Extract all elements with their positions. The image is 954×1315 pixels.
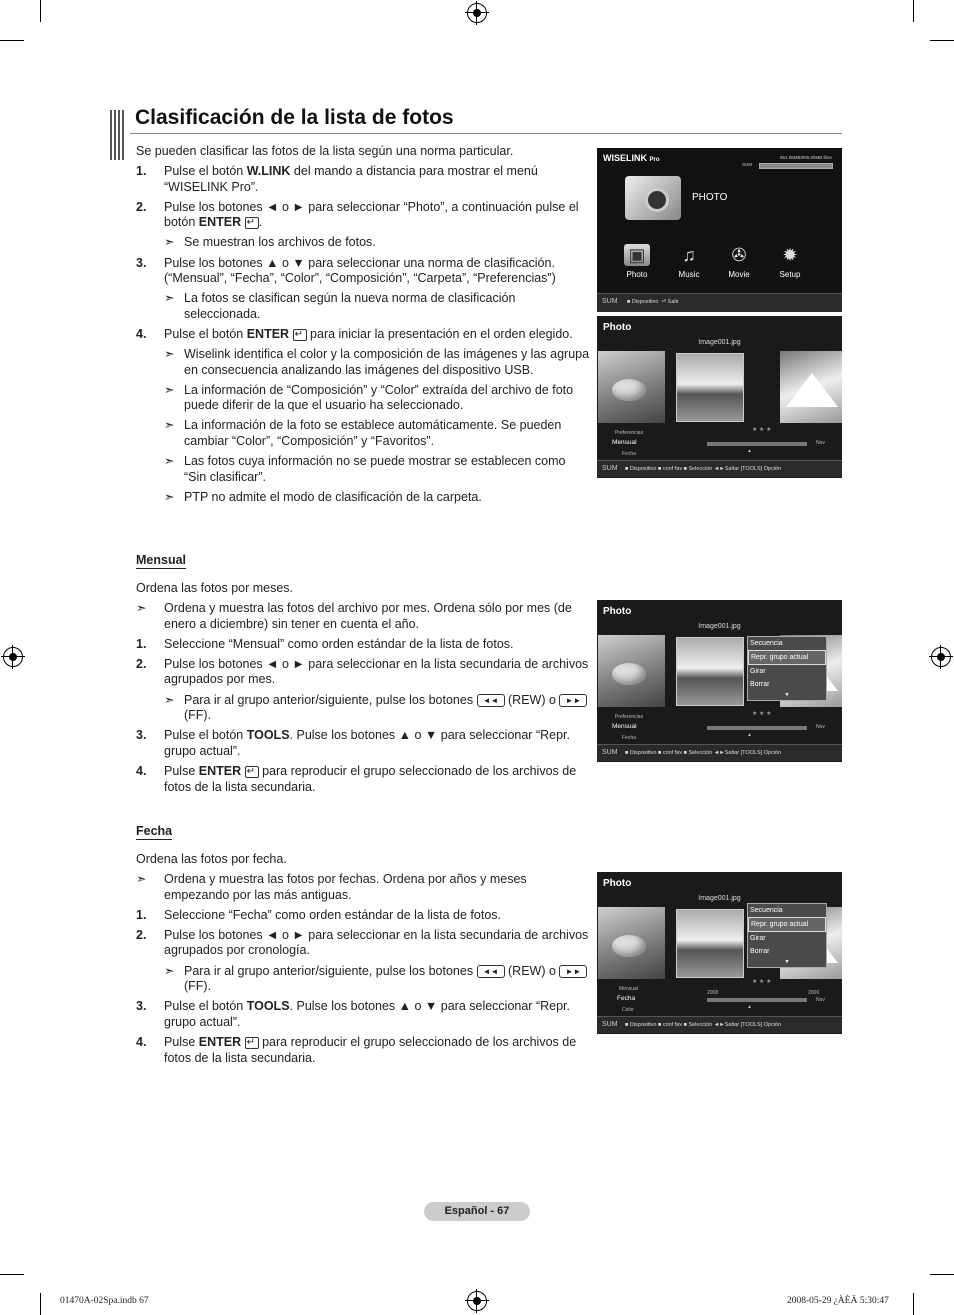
screen-footer: SUM ■ Dispositivo ■ conf fav ■ Selección ◄►Saltar [TOOLS] Opción <box>597 460 842 477</box>
step-2: 2. Pulse los botones ◄ o ► para seleccionar en la lista secundaria de archivos agrupados por mes. <box>136 656 589 687</box>
registration-mark-icon <box>467 3 487 23</box>
section-heading-fecha: Fecha <box>136 824 173 838</box>
crop-mark <box>40 1293 41 1315</box>
registration-mark-icon <box>3 647 23 667</box>
menu-item-selected[interactable]: Repr. grupo actual <box>748 650 826 665</box>
note: ➣ La información de “Composición” y “Color” extraída del archivo de foto puede diferir de la que el usuario ha seleccionado. <box>164 382 574 413</box>
mensual-instructions: Ordena las fotos por meses. ➣ Ordena y muestra las fotos del archivo por mes. Ordena sólo por mes (de enero a diciembre) sin tener en cuenta el año. 1. Seleccione “Mensual” como orden estándar de la lista de fotos. 2. Pulse los botones ◄ o ► para seleccionar en la lista secundaria de archivos agrupados por mes. ➣ Para ir al grupo anterior/siguiente, pulse los botones ◄◄ (REW) o ►► (FF). 3. Pulse el botón TOOLS. Pulse los botones ▲ o ▼ para seleccionar “Repr. grupo actual”. 4. Pulse ENTER ↵ para reproducir el grupo seleccionado de los archivos de fotos de la lista secundaria. <box>136 581 591 800</box>
memory-status: 851.98MB/995.00MB libre <box>779 155 832 160</box>
note: ➣ PTP no admite el modo de clasificación de la carpeta. <box>164 489 482 504</box>
sort-bar: Preferencias Mensual Fecha ★ ★ ★ Nov ▲ <box>612 711 825 741</box>
file-name: Image001.jpg <box>698 895 741 902</box>
menu-item[interactable]: Secuencia <box>750 907 783 914</box>
wiselink-brand: WISELINK Pro <box>603 153 660 163</box>
ff-icon: ►► <box>559 694 587 707</box>
crop-mark <box>40 0 41 22</box>
menu-item[interactable]: Girar <box>750 668 766 675</box>
menu-item[interactable]: Girar <box>750 935 766 942</box>
intro-text: Se pueden clasificar las fotos de la lista según una norma particular. <box>136 144 514 158</box>
tools-menu <box>747 636 827 701</box>
group-timeline[interactable] <box>707 442 807 446</box>
note: ➣ Para ir al grupo anterior/siguiente, pulse los botones ◄◄ (REW) o ►► (FF). <box>136 964 591 995</box>
photo-screen-fecha: Photo Image001.jpg Secuencia Repr. grupo actual Girar Borrar ▼ Mensual Fecha Color ★ ★ ★ 2008 2006 Nov ▲ SUM ■ Dispositivo ■ conf fav ■ Selección ◄►Saltar [TOOLS] Opción <box>597 872 842 1034</box>
title-decoration <box>110 110 126 160</box>
crop-mark <box>913 1293 914 1315</box>
note: ➣ Ordena y muestra las fotos por fechas. Ordena por años y meses empezando por las más antiguas. <box>136 872 527 902</box>
step-4: 4. Pulse ENTER ↵ para reproducir el grupo seleccionado de los archivos de fotos de la lista secundaria. <box>136 1035 591 1066</box>
photo-thumbnail[interactable] <box>598 351 665 423</box>
center-label: PHOTO <box>692 192 728 203</box>
menu-item[interactable]: Borrar <box>750 948 770 955</box>
menu-item[interactable]: Borrar <box>750 681 770 688</box>
note: ➣ Ordena y muestra las fotos del archivo por mes. Ordena sólo por mes (de enero a diciembre) sin tener en cuenta el año. <box>136 601 572 631</box>
fecha-instructions: Ordena las fotos por fecha. ➣ Ordena y muestra las fotos por fechas. Ordena por años y meses empezando por las más antiguas. 1. Seleccione “Fecha” como orden estándar de la lista de fotos. 2. Pulse los botones ◄ o ► para seleccionar en la lista secundaria de archivos agrupados por cronología. ➣ Para ir al grupo anterior/siguiente, pulse los botones ◄◄ (REW) o ►► (FF). 3. Pulse el botón TOOLS. Pulse los botones ▲ o ▼ para seleccionar “Repr. grupo actual”. 4. Pulse ENTER ↵ para reproducir el grupo seleccionado de los archivos de fotos de la lista secundaria. <box>136 852 591 1071</box>
crop-mark <box>913 0 914 22</box>
menu-item-photo[interactable]: ▣ Photo <box>617 244 657 279</box>
step-1: 1. Seleccione “Fecha” como orden estándar de la lista de fotos. <box>136 907 501 922</box>
note: ➣ La información de la foto se establece automáticamente. Se pueden cambiar “Color”, “Composición” y “Favoritos”. <box>164 418 562 448</box>
rew-icon: ◄◄ <box>477 694 505 707</box>
sort-selected[interactable]: Fecha <box>617 995 636 1002</box>
tools-menu <box>747 903 827 968</box>
rew-icon: ◄◄ <box>477 965 505 978</box>
photo-thumbnail-selected[interactable] <box>676 637 744 706</box>
enter-icon <box>245 1037 259 1049</box>
section-heading-mensual: Mensual <box>136 553 187 567</box>
title-rule <box>130 133 842 134</box>
sort-bar: Preferencias Mensual Fecha ★ ★ ★ Nov ▲ <box>612 427 825 457</box>
photo-thumbnail[interactable] <box>598 635 665 707</box>
menu-item[interactable]: Secuencia <box>750 640 783 647</box>
crop-mark <box>930 40 954 41</box>
photo-thumbnail[interactable] <box>780 351 842 423</box>
step-3: 3. Pulse los botones ▲ o ▼ para seleccionar una norma de clasificación. (“Mensual”, “Fecha”, “Color”, “Composición”, “Carpeta”, “Preferencias”) <box>136 255 556 286</box>
memory-bar <box>759 163 833 169</box>
photo-screen: Photo Image001.jpg Preferencias Mensual Fecha ★ ★ ★ Nov ▲ SUM ■ Dispositivo ■ conf fav ■ Selección ◄►Saltar [TOOLS] Opción <box>597 316 842 478</box>
photo-thumbnail-selected[interactable] <box>676 909 744 978</box>
sort-selected[interactable]: Mensual <box>612 439 637 446</box>
ff-icon: ►► <box>559 965 587 978</box>
step-2: 2. Pulse los botones ◄ o ► para seleccionar “Photo”, a continuación pulse el botón ENTER ↵ . <box>136 200 591 231</box>
enter-icon <box>293 329 307 341</box>
page-number-badge: Español - 67 <box>424 1202 530 1221</box>
menu-item-setup[interactable]: ✹ Setup <box>770 244 810 279</box>
photo-screen-mensual: Photo Image001.jpg Secuencia Repr. grupo actual Girar Borrar ▼ Preferencias Mensual Fecha ★ ★ ★ Nov ▲ SUM ■ Dispositivo ■ conf fav ■ Selección ◄►Saltar [TOOLS] Opción <box>597 600 842 762</box>
slug-left: 01470A-02Spa.indb 67 <box>60 1296 149 1306</box>
camera-icon <box>625 176 681 220</box>
crop-mark <box>0 40 24 41</box>
registration-mark-icon <box>931 647 951 667</box>
screen-footer: SUM ■ Dispositivo ■ conf fav ■ Selección ◄►Saltar [TOOLS] Opción <box>597 1016 842 1033</box>
enter-icon <box>245 766 259 778</box>
crop-mark <box>930 1274 954 1275</box>
enter-icon <box>245 217 259 229</box>
step-4: 4. Pulse ENTER ↵ para reproducir el grupo seleccionado de los archivos de fotos de la lista secundaria. <box>136 764 591 795</box>
menu-item-movie[interactable]: ✇ Movie <box>719 244 759 279</box>
setup-icon: ✹ <box>782 245 798 265</box>
slug-right: 2008-05-29 ¿ÀÈÄ 5:30:47 <box>787 1296 889 1306</box>
step-1: 1. Pulse el botón W.LINK del mando a distancia para mostrar el menú “WISELINK Pro”. <box>136 164 538 194</box>
file-name: Image001.jpg <box>698 339 741 346</box>
screen-footer: SUM ■ Dispositivo ■ conf fav ■ Selección ◄►Saltar [TOOLS] Opción <box>597 744 842 761</box>
music-icon: ♫ <box>682 245 696 265</box>
screen-footer: SUM ■ Dispositivo ⏎ Salir <box>597 293 842 312</box>
movie-icon: ✇ <box>731 245 747 265</box>
step-3: 3. Pulse el botón TOOLS. Pulse los botones ▲ o ▼ para seleccionar “Repr. grupo actual”. <box>136 999 570 1029</box>
registration-mark-icon <box>467 1291 487 1311</box>
photo-thumbnail[interactable] <box>598 907 665 979</box>
note: ➣ Las fotos cuya información no se puede mostrar se establecen como “Sin clasificar”. <box>164 454 566 484</box>
file-name: Image001.jpg <box>698 623 741 630</box>
menu-item-music[interactable]: ♫ Music <box>669 244 709 279</box>
note: ➣ La fotos se clasifican según la nueva norma de clasificación seleccionada. <box>164 291 516 321</box>
group-timeline[interactable] <box>707 998 807 1002</box>
chevron-down-icon[interactable]: ▼ <box>784 959 790 965</box>
chevron-down-icon[interactable]: ▼ <box>784 692 790 698</box>
crop-mark <box>0 1274 24 1275</box>
sort-selected[interactable]: Mensual <box>612 723 637 730</box>
menu-item-selected[interactable]: Repr. grupo actual <box>748 917 826 932</box>
step-1: 1. Seleccione “Mensual” como orden estándar de la lista de fotos. <box>136 636 514 651</box>
note: ➣ Wiselink identifica el color y la composición de las imágenes y las agrupa en consecuencia analizando las imágenes del dispositivo USB. <box>164 347 590 377</box>
photo-icon: ▣ <box>624 244 650 266</box>
note: ➣ Para ir al grupo anterior/siguiente, pulse los botones ◄◄ (REW) o ►► (FF). <box>136 693 591 724</box>
sort-bar: Mensual Fecha Color ★ ★ ★ 2008 2006 Nov ▲ <box>617 979 825 1013</box>
photo-thumbnail-selected[interactable] <box>676 353 744 422</box>
step-4: 4. Pulse el botón ENTER ↵ para iniciar la presentación en el orden elegido. <box>136 327 591 343</box>
page-title: Clasificación de la lista de fotos <box>135 106 454 129</box>
note: ➣ Se muestran los archivos de fotos. <box>164 235 376 250</box>
group-timeline[interactable] <box>707 726 807 730</box>
wiselink-screen: WISELINK Pro 851.98MB/995.00MB libre SUM PHOTO ▣ Photo ♫ Music ✇ Movie ✹ Setup SUM ■ Dispositivo ⏎ Salir <box>597 148 842 312</box>
step-2: 2. Pulse los botones ◄ o ► para seleccionar en la lista secundaria de archivos agrupados por cronología. <box>136 927 589 958</box>
main-instructions <box>136 144 591 510</box>
step-3: 3. Pulse el botón TOOLS. Pulse los botones ▲ o ▼ para seleccionar “Repr. grupo actual”. <box>136 728 570 758</box>
